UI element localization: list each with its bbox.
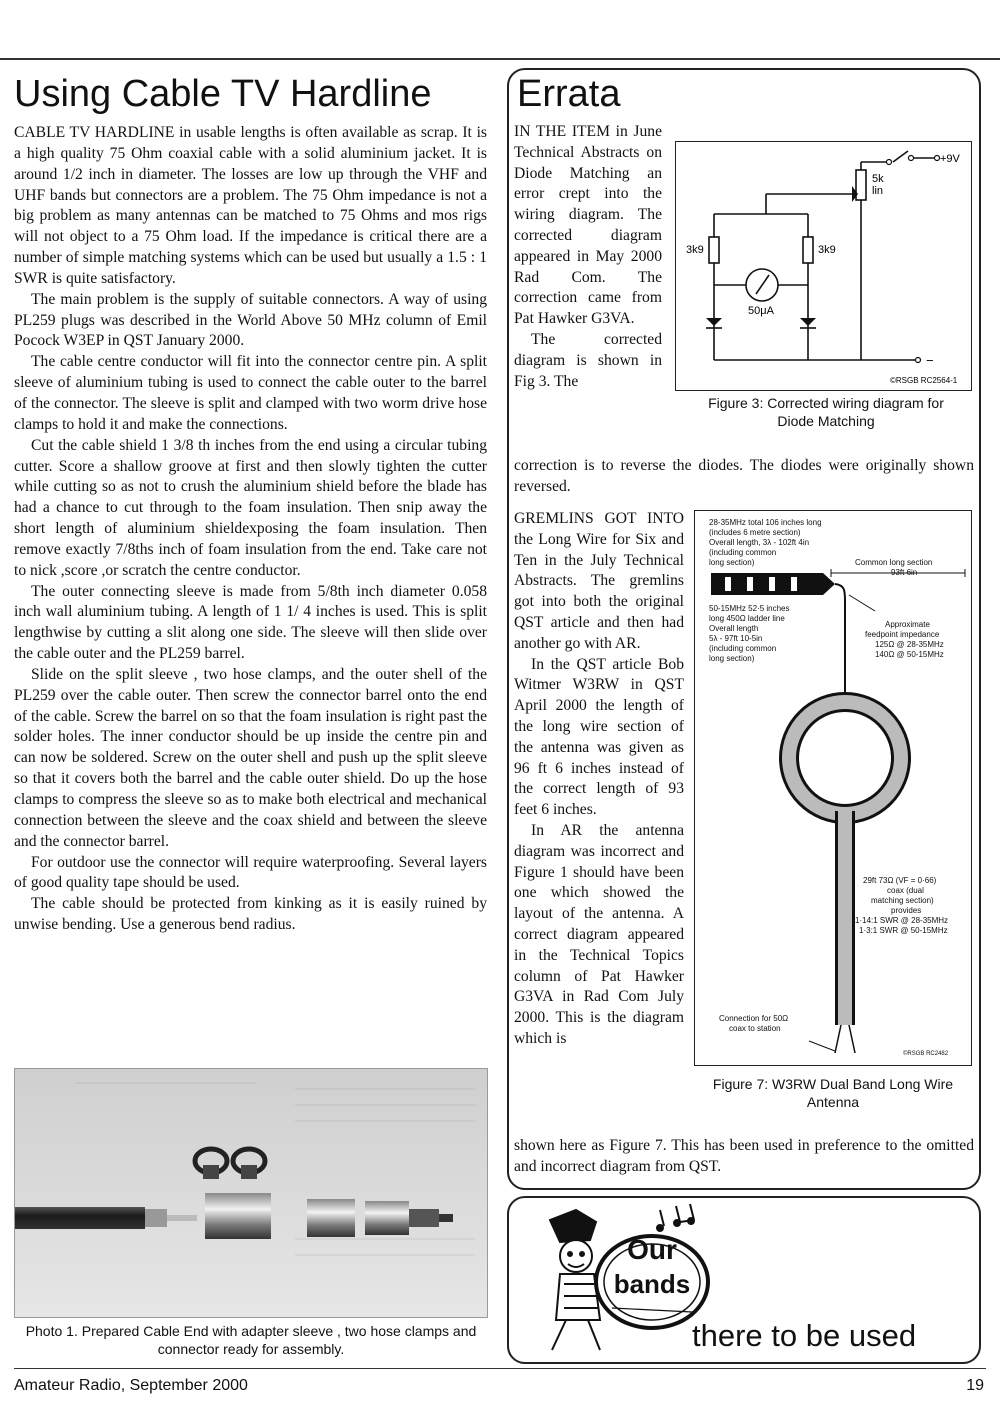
article-paragraph: For outdoor use the connector will require waterproofing. Several layers of good quality tape should be used.	[14, 853, 487, 892]
errata-item1-continuation	[514, 456, 974, 498]
photo-caption: Photo 1. Prepared Cable End with adapter sleeve , two hose clamps and connector ready for assembly.	[25, 1323, 477, 1357]
article-paragraph: CABLE TV HARDLINE in usable lengths is often available as scrap. It is a high quality 75 Ohm coaxial cable with a solid aluminium jacket. It is around 1/2 inch in diameter. The losses are low up through the VHF and UHF bands but connectors are a problem. The 75 Ohm impedance is not a big problem as many antennas can be matched to 75 Ohms and mos rigs will not object to a 75 Ohm load. If the impedance is critical there are a number of simple matching systems which can be used but usually a 1.5 : 1 SWR is quite satisfactory.	[14, 124, 487, 287]
header-rule	[0, 58, 1000, 60]
diode-matching-schematic	[676, 142, 970, 389]
pot-law-label: lin	[872, 185, 884, 197]
fig7-label: 140Ω @ 50-15MHz	[875, 650, 944, 659]
fig7-label: 28-35MHz total 106 inches long	[709, 518, 822, 527]
errata-item2-p3: In AR the antenna diagram was incorrect and Figure 1 should have been one which showed the layout of the antenna. A correct diagram appeared in the Technical Topics column of Pat Hawker G3VA in Rad Com July 2000. This is the diagram which is	[514, 821, 684, 1047]
fig7-label: 1·3:1 SWR @ 50-15MHz	[859, 926, 948, 935]
fig7-label: 1·14:1 SWR @ 28-35MHz	[855, 916, 949, 925]
fig7-label: long section)	[709, 558, 755, 567]
promo-tagline: there to be used	[692, 1318, 917, 1353]
errata-item2-p2: In the QST article Bob Witmer W3RW in QST April 2000 the length of the long wire section of the antenna was given as 96 ft 6 inches instead of the correct length of 93 feet 6 inches.	[514, 655, 684, 819]
errata-item1-text2: The corrected diagram is shown in Fig 3. The	[514, 330, 662, 390]
fig7-label: 93ft 6in	[891, 568, 918, 577]
figure-3-diagram	[675, 141, 972, 391]
errata-item1-column	[514, 122, 662, 392]
figure-7-caption: Figure 7: W3RW Dual Band Long Wire Antenna	[712, 1076, 954, 1110]
fig7-label: Overall length	[709, 624, 759, 633]
footer-rule	[14, 1368, 986, 1369]
article-title: Using Cable TV Hardline	[14, 73, 432, 115]
errata-item1-text3: correction is to reverse the diodes. The diodes were originally shown reversed.	[514, 457, 974, 495]
fig7-label: provides	[891, 906, 922, 915]
figure-7-diagram	[694, 510, 972, 1066]
promo-bands: bands	[613, 1269, 691, 1299]
article-paragraph: The outer connecting sleeve is made from 5/8th inch diameter 0.058 inch wall aluminium tubing. A length of 1 1/ 4 inches is used. This is split lengthwise by cutting a slit along one side. The sleeve will then slide over the cable outer and the PL259 barrel.	[14, 582, 487, 663]
fig7-label: Approximate	[885, 620, 930, 629]
fig7-label: 50-15MHz 52·5 inches	[709, 604, 790, 613]
article-paragraph: The cable should be protected from kinking as it is easily ruined by unwise bending. Use a generous bend radius.	[14, 895, 487, 934]
long-wire-antenna-diagram	[695, 511, 970, 1064]
article-paragraph: The cable centre conductor will fit into the connector centre pin. A split sleeve of aluminium tubing is used to connect the cable outer to the barrel of the connector. The sleeve is split and clamped with two worm drive hose clamps to hold it and make the connections.	[14, 353, 487, 433]
figure3-credit: ©RSGB RC2564-1	[890, 376, 958, 385]
fig7-label: (including common	[709, 548, 777, 557]
article-paragraph: Cut the cable shield 1 3/8 th inches from the end using a circular tubing cutter. Score a shallow groove at first and then slowly tighten the cutter while cutting so as not to crush the aluminium shield before the blade has had a chance to cut through to the foam insulation. Then snip away the short length of aluminium shieldexposing the foam insulation. Then remove exactly 7/8ths inch of foam insulation from the end. Take care not to nick ,score ,or scratch the centre conductor.	[14, 436, 487, 579]
negative-label: −	[926, 353, 934, 368]
fig7-label: matching section)	[871, 896, 934, 905]
figure-3-caption: Figure 3: Corrected wiring diagram for Diode Matching	[708, 395, 944, 429]
pot-label: 5k	[872, 173, 884, 185]
errata-item2-p4: shown here as Figure 7. This has been used in preference to the omitted and incorrect diagram from QST.	[514, 1137, 974, 1175]
photo-illustration	[15, 1069, 487, 1317]
fig7-label: Overall length, 3λ - 102ft 4in	[709, 538, 810, 547]
fig7-credit: ©RSGB RC2482	[903, 1051, 949, 1057]
fig7-label: 125Ω @ 28-35MHz	[875, 640, 944, 649]
fig7-label: 29ft 73Ω (VF = 0·66)	[863, 876, 937, 885]
fig7-label: long section)	[709, 654, 755, 663]
fig7-label: coax (dual	[887, 886, 924, 895]
errata-item1-text: IN THE ITEM in June Technical Abstracts on Diode Matching an error crept into the wiring diagram. The corrected diagram appeared in May 2000 Rad Com. The correction came from Pat Hawker G3VA.	[514, 123, 662, 328]
cable-end-photo	[14, 1068, 488, 1318]
promo-our: Our	[627, 1234, 677, 1265]
fig7-label: (including common	[709, 644, 777, 653]
resistor-left-label: 3k9	[686, 244, 704, 256]
fig7-label: feedpoint impedance	[865, 630, 940, 639]
article-body	[14, 123, 487, 936]
errata-item2-column	[514, 509, 684, 1050]
page-number: 19	[966, 1377, 984, 1394]
fig7-label: 5λ - 97ft 10-5in	[709, 634, 763, 643]
footer-publication: Amateur Radio, September 2000	[14, 1377, 248, 1394]
errata-title: Errata	[517, 73, 621, 115]
errata-item2-continuation	[514, 1136, 974, 1178]
resistor-right-label: 3k9	[818, 244, 836, 256]
meter-label: 50μA	[748, 305, 774, 317]
fig7-label: Connection for 50Ω	[719, 1014, 789, 1023]
article-paragraph: Slide on the split sleeve , two hose clamps, and the outer shell of the PL259 over the cable outer. Then screw the connector barrel onto the end of the cable. Screw the barrel on so that the foam insulation is right past the solder holes. The inner conductor should be up inside the centre pin and can now be soldered. Screw on the outer shell and push up the split sleeve so that it covers both the barrel and the cable outer shield. Do up the hose clamps to compress the sleeve so as to make both electrical and mechanical connection between the sleeve and the coax shield and between the sleeve and the connector barrel.	[14, 665, 487, 850]
fig7-label: long 450Ω ladder line	[709, 614, 785, 623]
supply-label: +9V	[940, 153, 960, 165]
errata-item2-text: GREMLINS GOT INTO the Long Wire for Six and Ten in the July Technical Abstracts. The gremlins got into both the original QST article and then had another go with AR.	[514, 510, 684, 652]
fig7-label: (includes 6 metre section)	[709, 528, 801, 537]
fig7-label: Common long section	[855, 558, 933, 567]
fig7-label: coax to station	[729, 1024, 781, 1033]
article-paragraph: The main problem is the supply of suitable connectors. A way of using PL259 plugs was described in the World Above 50 MHz column of Emil Pocock W3EP in QST January 2000.	[14, 290, 487, 350]
